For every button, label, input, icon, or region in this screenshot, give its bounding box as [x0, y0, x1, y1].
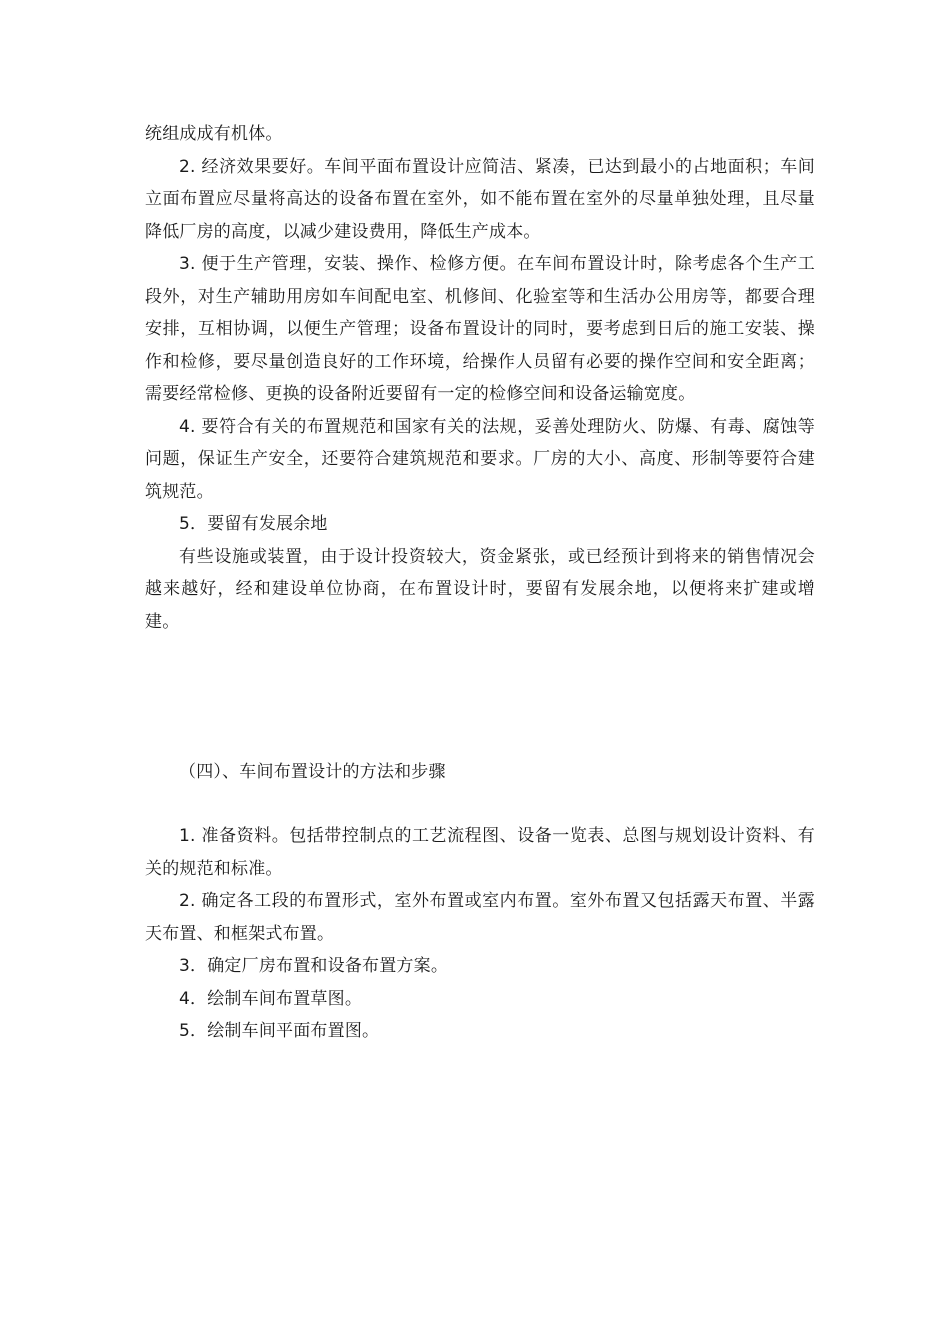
paragraph-continuation: 统组成成有机体。	[145, 124, 283, 144]
paragraph-regulations: 4. 要符合有关的布置规范和国家有关的法规，妥善处理防火、防爆、有毒、腐蚀等问题，保证生产安全，还要符合建筑规范和要求。厂房的大小、高度、形制等要符合建筑规范。	[145, 416, 815, 502]
section-methods-steps	[145, 820, 815, 1048]
section-heading: （四）、车间布置设计的方法和步骤	[179, 762, 446, 782]
step-draft-sketch: 4．绘制车间布置草图。	[179, 988, 363, 1009]
step-prepare-materials: 1. 准备资料。包括带控制点的工艺流程图、设备一览表、总图与规划设计资料、有关的规范和标准。	[145, 826, 815, 879]
paragraph-development-room-title: 5．要留有发展余地	[179, 514, 328, 534]
step-draw-floor-plan: 5．绘制车间平面布置图。	[179, 1021, 380, 1041]
section-heading-wrapper	[145, 756, 815, 789]
paragraph-economic-effect: 2. 经济效果要好。车间平面布置设计应简洁、紧凑，已达到最小的占地面积；车间立面布置应尽量将高达的设备布置在室外，如不能布置在室外的尽量单独处理，且尽量降低厂房的高度，以减少建设费用，降低生产成本。	[145, 156, 815, 242]
section-design-principles	[145, 118, 815, 638]
step-determine-plan: 3．确定厂房布置和设备布置方案。	[179, 956, 449, 976]
paragraph-development-room-body: 有些设施或装置，由于设计投资较大，资金紧张，或已经预计到将来的销售情况会越来越好，经和建设单位协商，在布置设计时，要留有发展余地，以便将来扩建或增建。	[145, 546, 815, 632]
paragraph-production-management: 3. 便于生产管理，安装、操作、检修方便。在车间布置设计时，除考虑各个生产工段外，对生产辅助用房如车间配电室、机修间、化验室等和生活办公用房等，都要合理安排，互相协调，以便生产管理；设备布置设计的同时，要考虑到日后的施工安装、操作和检修，要尽量创造良好的工作环境，给操作人员留有必要的操作空间和安全距离；需要经常检修、更换的设备附近要留有一定的检修空间和设备运输宽度。	[145, 254, 815, 404]
step-determine-layout-form: 2. 确定各工段的布置形式，室外布置或室内布置。室外布置又包括露天布置、半露天布置、和框架式布置。	[145, 891, 815, 944]
